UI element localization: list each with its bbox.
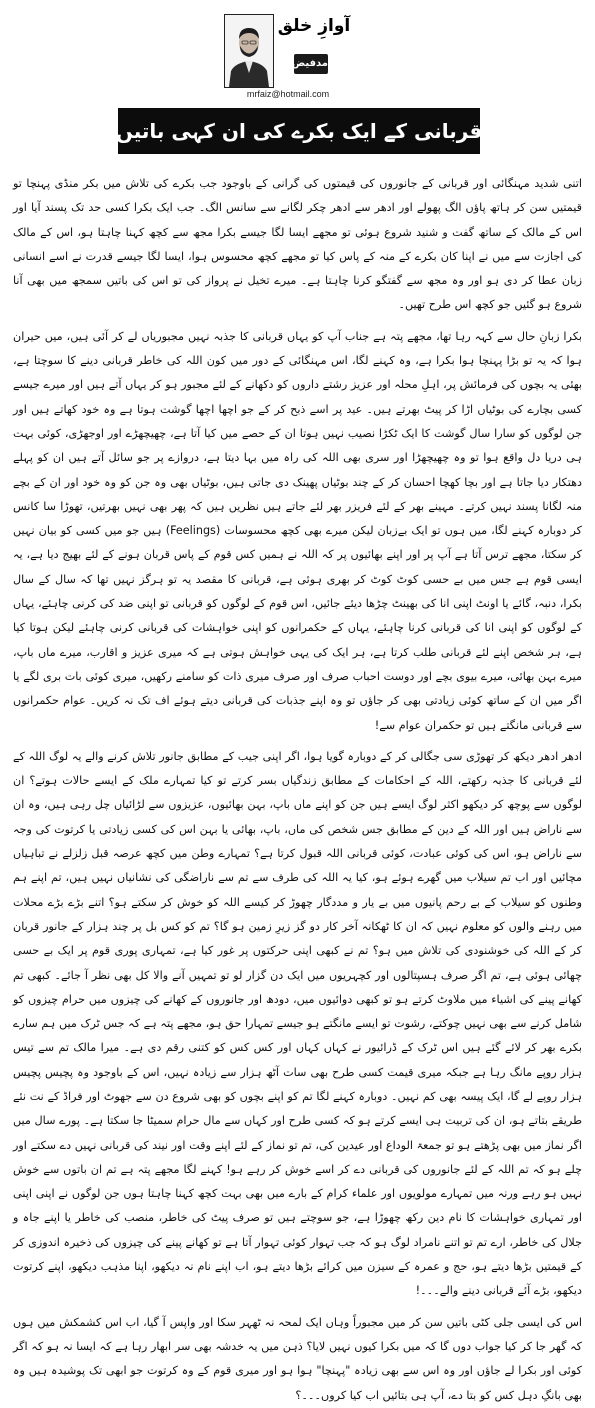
paragraph: اس کی ایسی جلی کٹی باتیں سن کر میں مجبوراً وہاں ایک لمحہ نہ ٹھہر سکا اور واپس آ گیا، اب اس کشمکش میں ہوں کہ گھر جا کر کیا جواب دوں گا کہ میں بکرا کیوں نہیں لایا؟ ذہن میں یہ خدشہ بھی سر ابھار رہا ہے کہ ایسا نہ ہو کہ اگر کوئی اور بکرا لے جاؤں اور وہ اس سے بھی زیادہ "پہنچا" ہوا ہو اور میری قوم کے وہ کرتوت جو ابھی تک پوشیدہ ہیں وہ بھی بانگِ دہل کس کو بتا دے، آپ ہی بتائیں اب کیا کروں۔۔۔؟ bbox=[13, 1315, 582, 1402]
paragraph: ادھر ادھر دیکھ کر تھوڑی سی جگالی کر کے دوبارہ گویا ہوا، اگر اپنی جیب کے مطابق جانور تلاش کرنے والے یہ لوگ اللہ کے لئے قربانی کا جذبہ رکھتے، اللہ کے احکامات کے مطابق زندگیاں بسر کرتے تو کیا تمہارے ملک کے ایسے حالات ہوتے؟ ان لوگوں سے پوچھ کر دیکھو اکثر لوگ ایسے ہیں جن کو اپنے ماں باپ، بہن بھائیوں، عزیزوں سے لڑائیاں چل رہی ہیں، وہ ان سے ناراض ہیں اور اللہ کے دین کے مطابق جس شخص کی ماں، باپ، بھائی یا بہن اس کی کسی زیادتی یا کرتوت کی وجہ سے ناراض ہو، اس کی کوئی عبادت، کوئی قربانی اللہ قبول کرتا ہے؟ تمہارے وطن میں کچھ عرصہ قبل زلزلے نے تباہیاں مچائیں اور اب تم سیلاب میں گھرے ہوئے ہو، کیا یہ اللہ کی طرف سے تم سے ناراضگی کی نشانیاں نہیں ہیں، تم اپنے ہم وطنوں کو سیلاب کے بے رحم پانیوں میں بے یار و مددگار چھوڑ کر کیسے اللہ کو خوش کر سکتے ہو؟ اتنے بڑے بڑے محلات میں رہنے والوں کو معلوم نہیں کہ ان کا ٹھکانہ آخر کار دو گز زیرِ زمین ہو گا؟ تم کو کس بل پر چند ہزار کے جانور قربان کر کے اللہ کی خوشنودی کی تلاش میں ہو؟ تم نے کبھی اپنی حرکتوں پر غور کیا ہے، تمہاری پوری قوم پر ایک بے حسی چھائی ہوئی ہے، تم اگر صرف ہسپتالوں اور کچہریوں میں ایک دن گزار لو تو تمہیں آنے والا کل بھی نظر آ جائے۔ کبھی تم کھانے پینے کی اشیاء میں ملاوٹ کرتے ہو تو کبھی دوائیوں میں، دودھ اور جانوروں کے کھانے کی چیزوں میں حرام چیزوں کو شامل کرنے سے بھی نہیں چوکتے، رشوت تو ایسے مانگتے ہو جیسے تمہارا حق ہو، مجھے پتہ ہے کہ جس ٹرک میں ہم سارے بکرے بھر کر لائے گئے ہیں اس ٹرک کے ڈرائیور نے کہاں کہاں اور کس کس کو کتنی رقم دی ہے۔ میرا مالک تم سے تیس ہزار روپے مانگ رہا ہے جبکہ میری قیمت کسی طرح بھی سات آٹھ ہزار سے زیادہ نہیں، اس کے باوجود وہ پچیس پچیس ہزار روپے لے گا، ایک پیسہ بھی کم نہیں۔ دوبارہ کہنے لگا تم کو اپنے بچوں کو بھی شروع دن سے جھوٹ اور فراڈ کے نت نئے طریقے بتاتے ہو، ان کی تربیت ہی ایسے کرتے ہو کہ کسی طرح اور کہاں سے مال حرام سمیٹا جا سکتا ہے۔ پورے سال میں اگر نماز میں بھی پڑھتے ہو تو جمعۃ الوداع اور عیدین کی، تم تو نماز کے لئے اپنے وقت اور نیند کی قربانی نہیں دے سکتے اور چلے ہو کہ تم اللہ کے لئے جانوروں کی قربانی دے کر اسے خوش کر رہے ہو! کہنے لگا مجھے پتہ ہے تم ان باتوں سے خوش نہیں ہو رہے ورنہ میں تمہارے مولویوں اور علماء کرام کے بارے میں بھی بہت کچھ کہنا چاہتا ہوں جن لوگوں نے اپنی اپنی اور تمہاری خواہشات کا نام دین رکھ چھوڑا ہے، جو سوچتے ہیں تو صرف پیٹ کی خاطر، منصب کی خاطر یا اپنے جاہ و جلال کی خاطر، ارے تم تو اتنے نامراد لوگ ہو کہ جب تہوار کوئی تہوار آتا ہے تو کھانے پینے کی چیزوں کی ذخیرہ اندوزی کر کے قیمتیں بڑھا دیتے ہو، حج و عمرہ کے سیزن میں کرائے بڑھا دیتے ہو، اب اپنے نام نہ دیکھو، اپنا مذہب دیکھو، اپنے کرتوت دیکھو، بڑے آئے قربانی دینے والے۔۔۔! bbox=[13, 749, 582, 1298]
author-photo bbox=[224, 14, 274, 88]
author-email[interactable]: mrfaiz@hotmail.com bbox=[246, 89, 330, 99]
headline-banner bbox=[115, 108, 483, 154]
column-header bbox=[224, 14, 352, 98]
article-body bbox=[13, 172, 582, 1402]
paragraph: بکرا زبانِ حال سے کہہ رہا تھا، مجھے پتہ ہے جناب آپ کو یہاں قربانی کا جذبہ نہیں مجبوریاں لے کر آئی ہیں، میں حیران ہوا کہ یہ تو بڑا پہنچا ہوا بکرا ہے، وہ کہنے لگا، اس مہنگائی کے دور میں کون اللہ کی خاطر قربانی دینے کا سوچتا ہے، بھئی یہ بچوں کی فرمائش پر، اہلِ محلہ اور عزیز رشتے داروں کو دکھانے کے لئے مجبور ہو کر یہاں آتے ہیں اور میرے جیسے کسی بچارے کی بوٹیاں اڑا کر پیٹ بھرتے ہیں۔ عید پر اسے ذبح کر کے جو اچھا اچھا گوشت ہوتا ہے وہ خود کھاتے ہیں اور جن لوگوں کو سارا سال گوشت کا ایک ٹکڑا نصیب نہیں ہوتا ان کے حصے میں کیا آتا ہے، چھیچھڑے اور اوجھڑی، کوئی بہت ہی دریا دل واقع ہوا تو وہ چھیچھڑا اور سری بھی اللہ کی راہ میں بہا دیتا ہے، دروازے پر جو سائل آتے ہیں ان کو پہلے دھتکار دیا جاتا ہے اور بچا کھچا احسان کر کے چند بوٹیاں پھینک دی جاتی ہیں، بوٹیاں بھی وہ جن کو وہ خود اور ان کے بچے منہ لگانا پسند نہیں کرتے۔ مہینے بھر کے لئے فریزر بھر لئے جاتے ہیں نظریں ہیں کہ پھر بھی نہیں بھرتیں، تھوڑا سا کانس کر دوبارہ کہنے لگا، میں ہوں تو ایک بےزبان لیکن میرے بھی کچھ محسوسات (Feelings) ہیں جو میں کسی کو بیان نہیں کر سکتا، مجھے ترس آتا ہے آپ پر اور اپنے بھائیوں پر کہ اللہ نے ہمیں کس قوم کے پاس قربان ہونے کے لئے بھیج دیا ہے، یہ ایسی قوم ہے جس میں بے حسی کوٹ کوٹ کر بھری ہوئی ہے، قربانی کا مقصد یہ تو ہرگز نہیں تھا کہ سال کے سال بکرا، دنبہ، گائے یا اونٹ اپنی انا کی بھینٹ چڑھا دیئے جائیں، اس قوم کے لوگوں کو قربانی تو اپنی ضد کی کرنی چاہئے، یہاں کے لوگوں کو اپنی انا کی قربانی کرنا چاہئے، یہاں کے حکمرانوں کو اپنی خواہشات کی قربانی کرنی چاہئے لیکن ہوتا کیا ہے، ہر شخص اپنے لئے قربانی طلب کرتا ہے، ہر ایک کی یہی خواہش ہوتی ہے کہ میری عزیز و اقارب، میرے ماں باپ، میرے بہن بھائی، میرے بیوی بچے اور دوست احباب صرف اور صرف میری ذات کو سامنے رکھیں، میری کوئی بات بری لگے یا اگر میں ان کے ساتھ کوئی زیادتی بھی کر جاؤں تو وہ اپنے جذبات کی قربانی دیتے ہوئے اف تک نہ کریں۔ عوام حکمرانوں سے قربانی مانگتے ہیں تو حکمران عوام سے! bbox=[13, 329, 582, 732]
column-name: آوازِ خلق bbox=[277, 16, 351, 36]
author-name: مدفیض bbox=[294, 54, 328, 74]
paragraph: اتنی شدید مہنگائی اور قربانی کے جانوروں کی قیمتوں کی گرانی کے باوجود جب بکرے کی تلاش میں بکر منڈی پہنچا تو قیمتیں سن کر ہاتھ پاؤں الگ پھولے اور ادھر سے ادھر چکر لگانے سے سانس الگ۔ جب ایک بکرا کسی حد تک پسند آیا اور اس کے مالک کے ساتھ گفت و شنید شروع ہوئی تو مجھے ایسا لگا جیسے بکرا مجھ سے کچھ کہنا چاہتا ہو، اس کے مالک کی اجازت سے میں نے اپنا کان بکرے کے منہ کے پاس کیا تو مجھے کچھ محسوس ہوا، ایسا لگا جیسے قدرت نے اسے انسانی زبان عطا کر دی ہو اور وہ مجھ سے گفتگو کرنا چاہتا ہے۔ میرے تخیل نے پرواز کی تو اس کی باتیں سمجھ میں بھی آنا شروع ہو گئیں جو کچھ اس طرح تھیں۔ bbox=[13, 177, 582, 312]
headline: قربانی کے ایک بکرے کی ان کہی باتیں bbox=[115, 119, 483, 143]
